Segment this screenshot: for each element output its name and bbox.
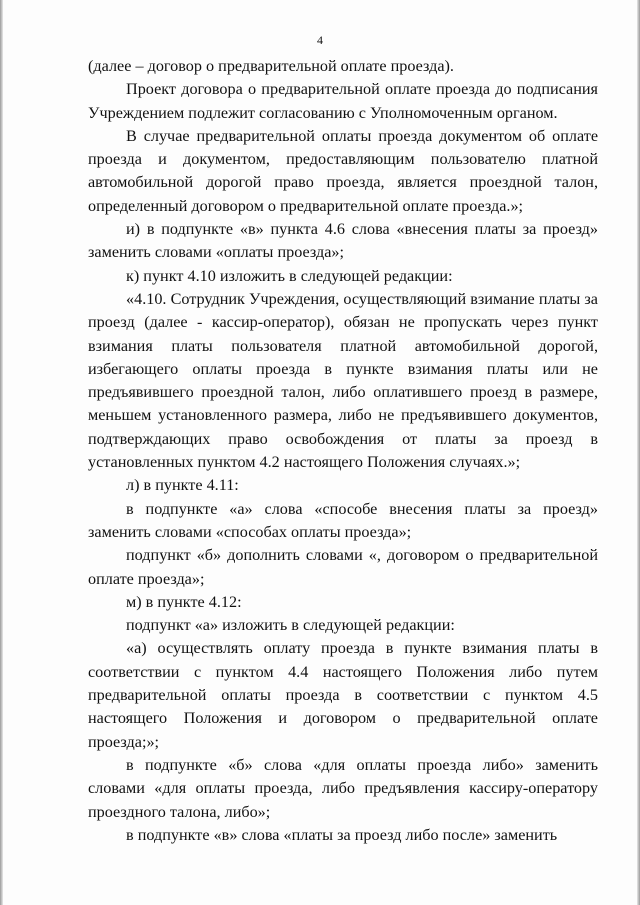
paragraph: л) в пункте 4.11: <box>126 476 239 495</box>
paragraph: подпункт «б» дополнить словами «, договором о предварительной оплате проезда»; <box>88 546 598 588</box>
paragraph: к) пункт 4.10 изложить в следующей редакции: <box>126 266 453 285</box>
paragraph: подпункт «а» изложить в следующей редакции: <box>126 616 455 635</box>
paragraph: «4.10. Сотрудник Учреждения, осуществляющий взимание платы за проезд (далее - кассир-оператор), обязан не пропускать через пункт взимания платы пользователя платной автомобильной дорогой, избегающего оплаты проезда в пункте взимания платы или не предъявившего проездной талон, либо оплатившего проезд в размере, меньшем установленного размера, либо не предъявившего документов, подтверждающих право освобождения от платы за проезд в установленных пунктом 4.2 настоящего Положения случаях.»; <box>88 289 598 472</box>
paragraph: В случае предварительной оплаты проезда документом об оплате проезда и документом, предоставляющим пользователю платной автомобильной дорогой право проезда, является проездной талон, определенный договором о предварительной оплате проезда.»; <box>88 126 598 215</box>
paragraph: в подпункте «а» слова «способе внесения платы за проезд» заменить словами «способах оплаты проезда»; <box>88 499 598 541</box>
paragraph: м) в пункте 4.12: <box>126 592 242 611</box>
scan-edge-left <box>0 0 3 905</box>
paragraph: (далее – договор о предварительной оплате проезда). <box>88 57 454 75</box>
paragraph: и) в подпункте «в» пункта 4.6 слова «внесения платы за проезд» заменить словами «оплаты проезда»; <box>88 220 598 262</box>
paragraph: «а) осуществлять оплату проезда в пункте взимания платы в соответствии с пунктом 4.4 настоящего Положения либо путем предварительной оплаты проезда в соответствии с пунктом 4.5 настоящего Положения и договором о предварительной оплате проезда;»; <box>88 639 598 751</box>
paragraph: в подпункте «б» слова «для оплаты проезда либо» заменить словами «для оплаты проезда, либо предъявления кассиру-оператору проездного талона, либо»; <box>88 755 598 821</box>
page-number: 4 <box>317 33 323 47</box>
document-body <box>88 55 598 847</box>
paragraph: в подпункте «в» слова «платы за проезд либо после» заменить <box>126 825 558 844</box>
paragraph: Проект договора о предварительной оплате проезда до подписания Учреждением подлежит согласованию с Уполномоченным органом. <box>88 80 598 122</box>
